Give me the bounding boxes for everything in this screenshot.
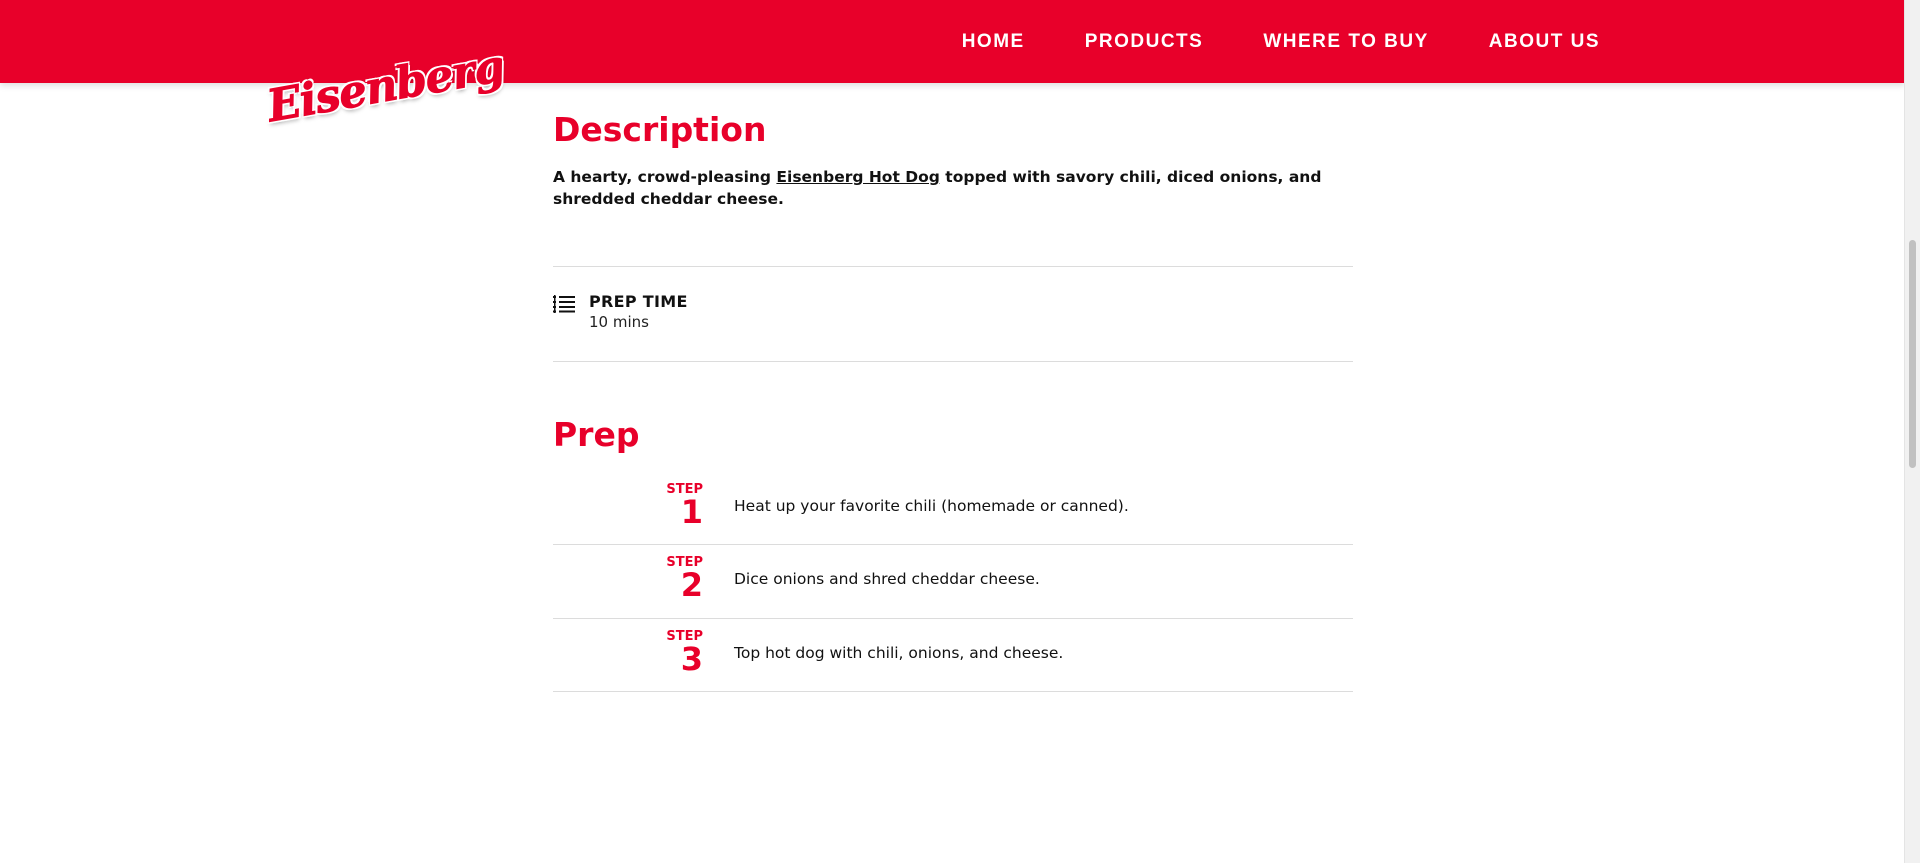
step-text: Dice onions and shred cheddar cheese. bbox=[734, 570, 1040, 588]
divider bbox=[553, 266, 1353, 267]
vertical-scrollbar[interactable] bbox=[1904, 0, 1920, 863]
nav-home-link[interactable]: HOME bbox=[961, 30, 1025, 52]
divider bbox=[553, 544, 1353, 545]
eisenberg-logo[interactable] bbox=[263, 40, 508, 132]
scrollbar-thumb[interactable] bbox=[1909, 240, 1916, 468]
nav-about-us-link[interactable]: ABOUT US bbox=[1488, 30, 1600, 52]
description-text-before: A hearty, crowd-pleasing bbox=[553, 168, 777, 186]
step-number: 2 bbox=[680, 566, 703, 604]
prep-heading: Prep bbox=[553, 415, 640, 454]
step-text: Heat up your favorite chili (homemade or canned). bbox=[734, 497, 1129, 515]
site-header bbox=[0, 0, 1905, 83]
step-text: Top hot dog with chili, onions, and cheese. bbox=[734, 644, 1064, 662]
divider bbox=[553, 361, 1353, 362]
step-label: STEP bbox=[666, 629, 703, 644]
step-label: STEP bbox=[666, 555, 703, 570]
prep-time-label: PREP TIME bbox=[589, 292, 688, 311]
step-item bbox=[553, 621, 1353, 694]
step-number: 3 bbox=[680, 640, 703, 678]
eisenberg-hot-dog-link[interactable]: Eisenberg Hot Dog bbox=[776, 168, 940, 186]
description-text-after: topped with savory chili, diced onions, and shredded cheddar cheese. bbox=[553, 168, 1322, 208]
logo-wordmark: Eisenberg bbox=[263, 40, 508, 132]
description-heading: Description bbox=[553, 110, 767, 149]
description-text bbox=[553, 166, 1353, 210]
prep-time-value: 10 mins bbox=[589, 313, 649, 331]
nav-products-link[interactable]: PRODUCTS bbox=[1084, 30, 1204, 52]
prep-time-block bbox=[553, 292, 1353, 342]
divider bbox=[553, 618, 1353, 619]
step-number: 1 bbox=[680, 493, 703, 531]
divider bbox=[553, 691, 1353, 692]
main-nav bbox=[962, 0, 1600, 83]
list-icon bbox=[553, 295, 575, 313]
step-item bbox=[553, 474, 1353, 547]
nav-where-to-buy-link[interactable]: WHERE TO BUY bbox=[1263, 30, 1429, 52]
step-item bbox=[553, 547, 1353, 620]
step-label: STEP bbox=[666, 482, 703, 497]
